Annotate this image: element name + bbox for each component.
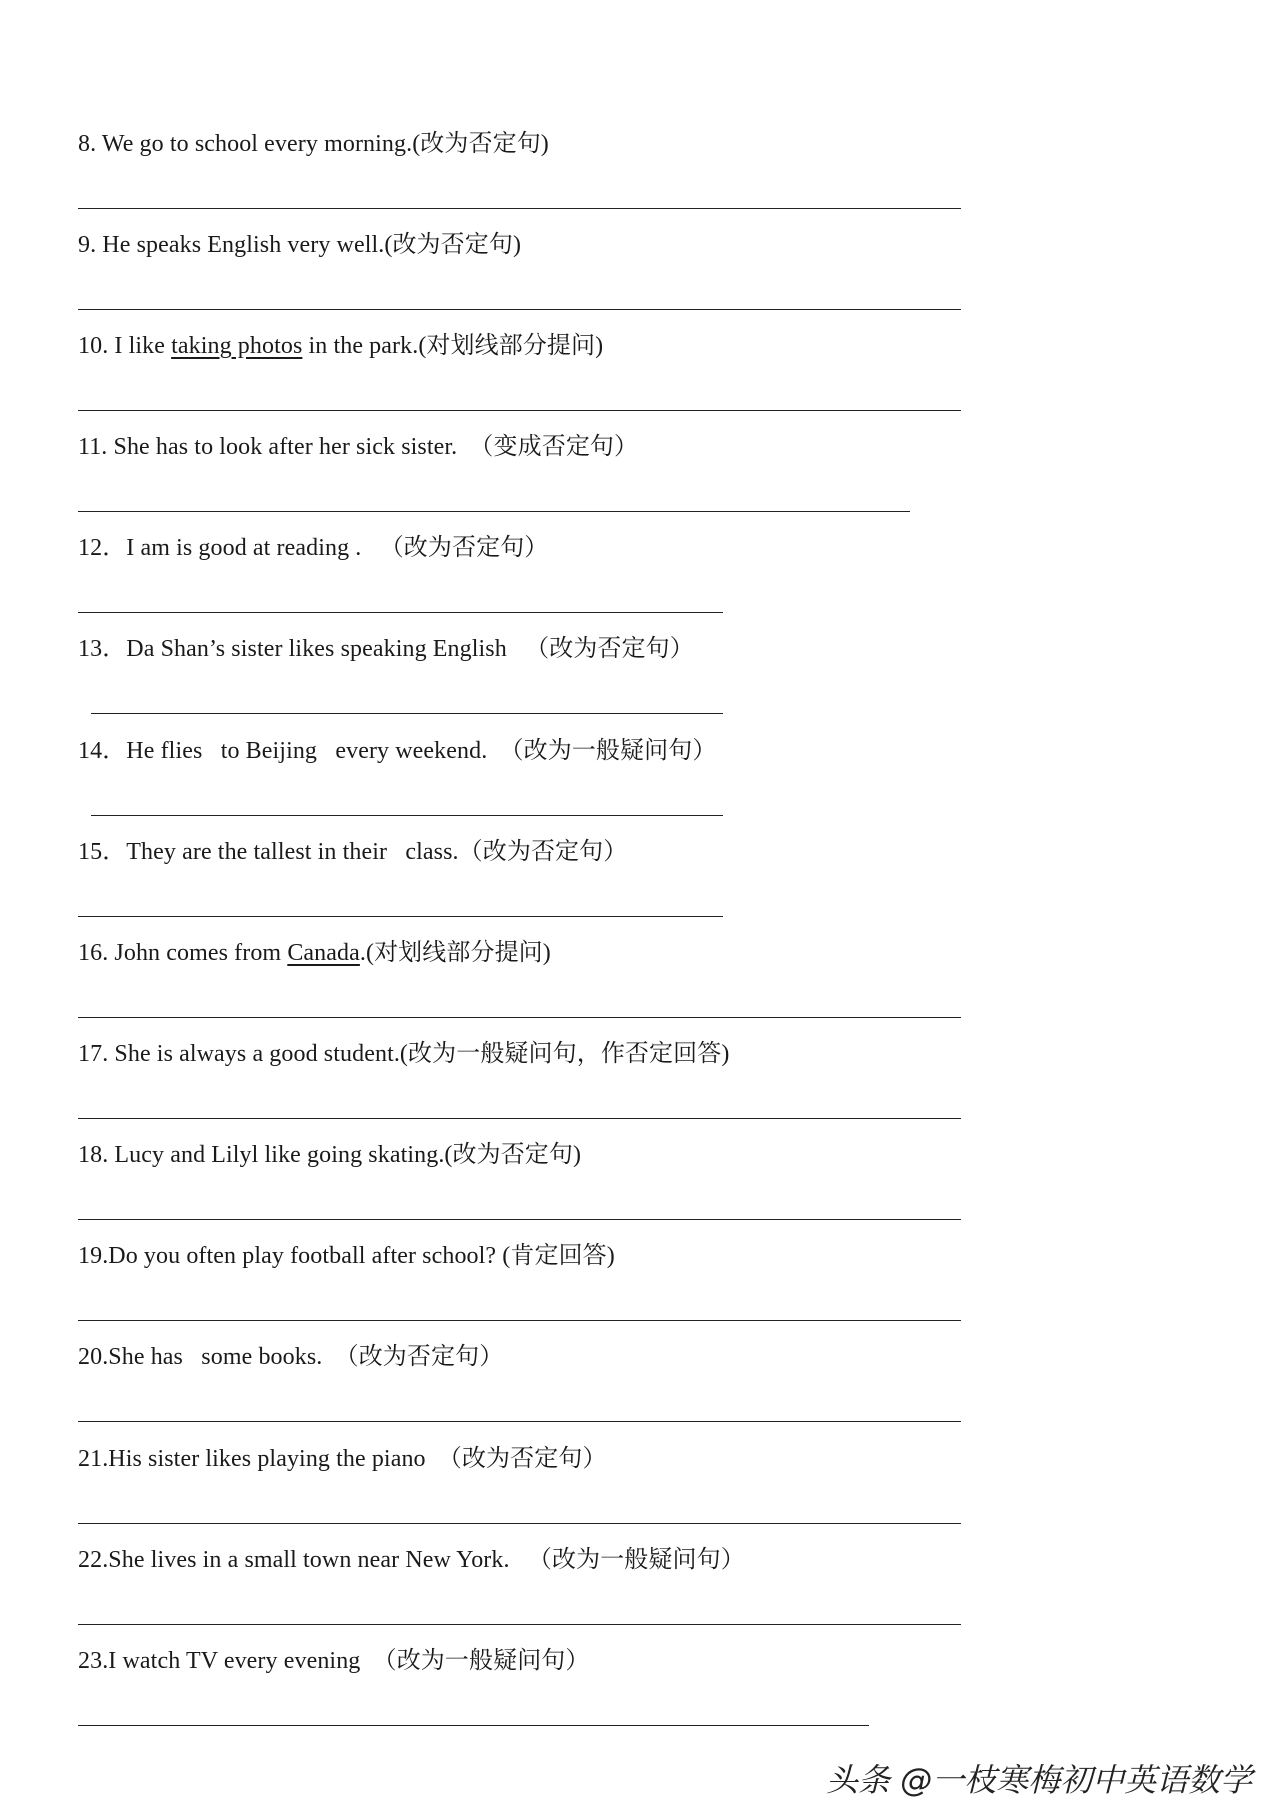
question-23: 23.I watch TV every evening （改为一般疑问句） xyxy=(78,1648,590,1674)
answer-line-8 xyxy=(78,208,961,209)
watermark: 头条 @一枝寒梅初中英语数学 xyxy=(826,1761,1253,1799)
answer-line-10 xyxy=(78,410,961,411)
question-22: 22.She lives in a small town near New York. （改为一般疑问句） xyxy=(78,1547,745,1573)
question-13: 13．Da Shan’s sister likes speaking English （改为否定句） xyxy=(78,636,694,662)
question-19: 19.Do you often play football after school? (肯定回答) xyxy=(78,1243,615,1269)
question-12: 12．I am is good at reading . （改为否定句） xyxy=(78,535,549,561)
question-16-prefix: 16. John comes from xyxy=(78,940,288,966)
answer-line-15 xyxy=(78,916,723,917)
answer-line-18 xyxy=(78,1219,961,1220)
question-10-underlined: taking photos xyxy=(171,333,303,359)
question-16-suffix: .(对划线部分提问) xyxy=(359,940,551,966)
answer-line-9 xyxy=(78,309,961,310)
question-10-suffix: in the park.(对划线部分提问) xyxy=(302,333,604,359)
question-16 xyxy=(78,938,551,968)
answer-line-17 xyxy=(78,1118,961,1119)
question-17: 17. She is always a good student.(改为一般疑问句，作否定回答) xyxy=(78,1041,730,1067)
question-16-underlined: Canada xyxy=(287,940,360,966)
answer-line-14 xyxy=(91,815,723,816)
answer-line-23 xyxy=(78,1725,869,1726)
question-8: 8. We go to school every morning.(改为否定句) xyxy=(78,131,549,157)
answer-line-12 xyxy=(78,612,723,613)
question-18: 18. Lucy and Lilyl like going skating.(改为否定句) xyxy=(78,1142,582,1168)
answer-line-22 xyxy=(78,1624,961,1625)
question-10 xyxy=(78,331,603,361)
question-14: 14．He flies to Beijing every weekend. （改为一般疑问句） xyxy=(78,738,717,764)
answer-line-19 xyxy=(78,1320,961,1321)
answer-line-16 xyxy=(78,1017,961,1018)
question-15: 15．They are the tallest in their class.（改为否定句） xyxy=(78,839,628,865)
answer-line-13 xyxy=(91,713,723,714)
question-10-prefix: 10. I like xyxy=(78,333,172,359)
question-21: 21.His sister likes playing the piano （改为否定句） xyxy=(78,1446,607,1472)
question-9: 9. He speaks English very well.(改为否定句) xyxy=(78,232,522,258)
answer-line-21 xyxy=(78,1523,961,1524)
question-20: 20.She has some books. （改为否定句） xyxy=(78,1344,504,1370)
answer-line-20 xyxy=(78,1421,961,1422)
question-11: 11. She has to look after her sick sister. （变成否定句） xyxy=(78,434,639,460)
answer-line-11 xyxy=(78,511,910,512)
